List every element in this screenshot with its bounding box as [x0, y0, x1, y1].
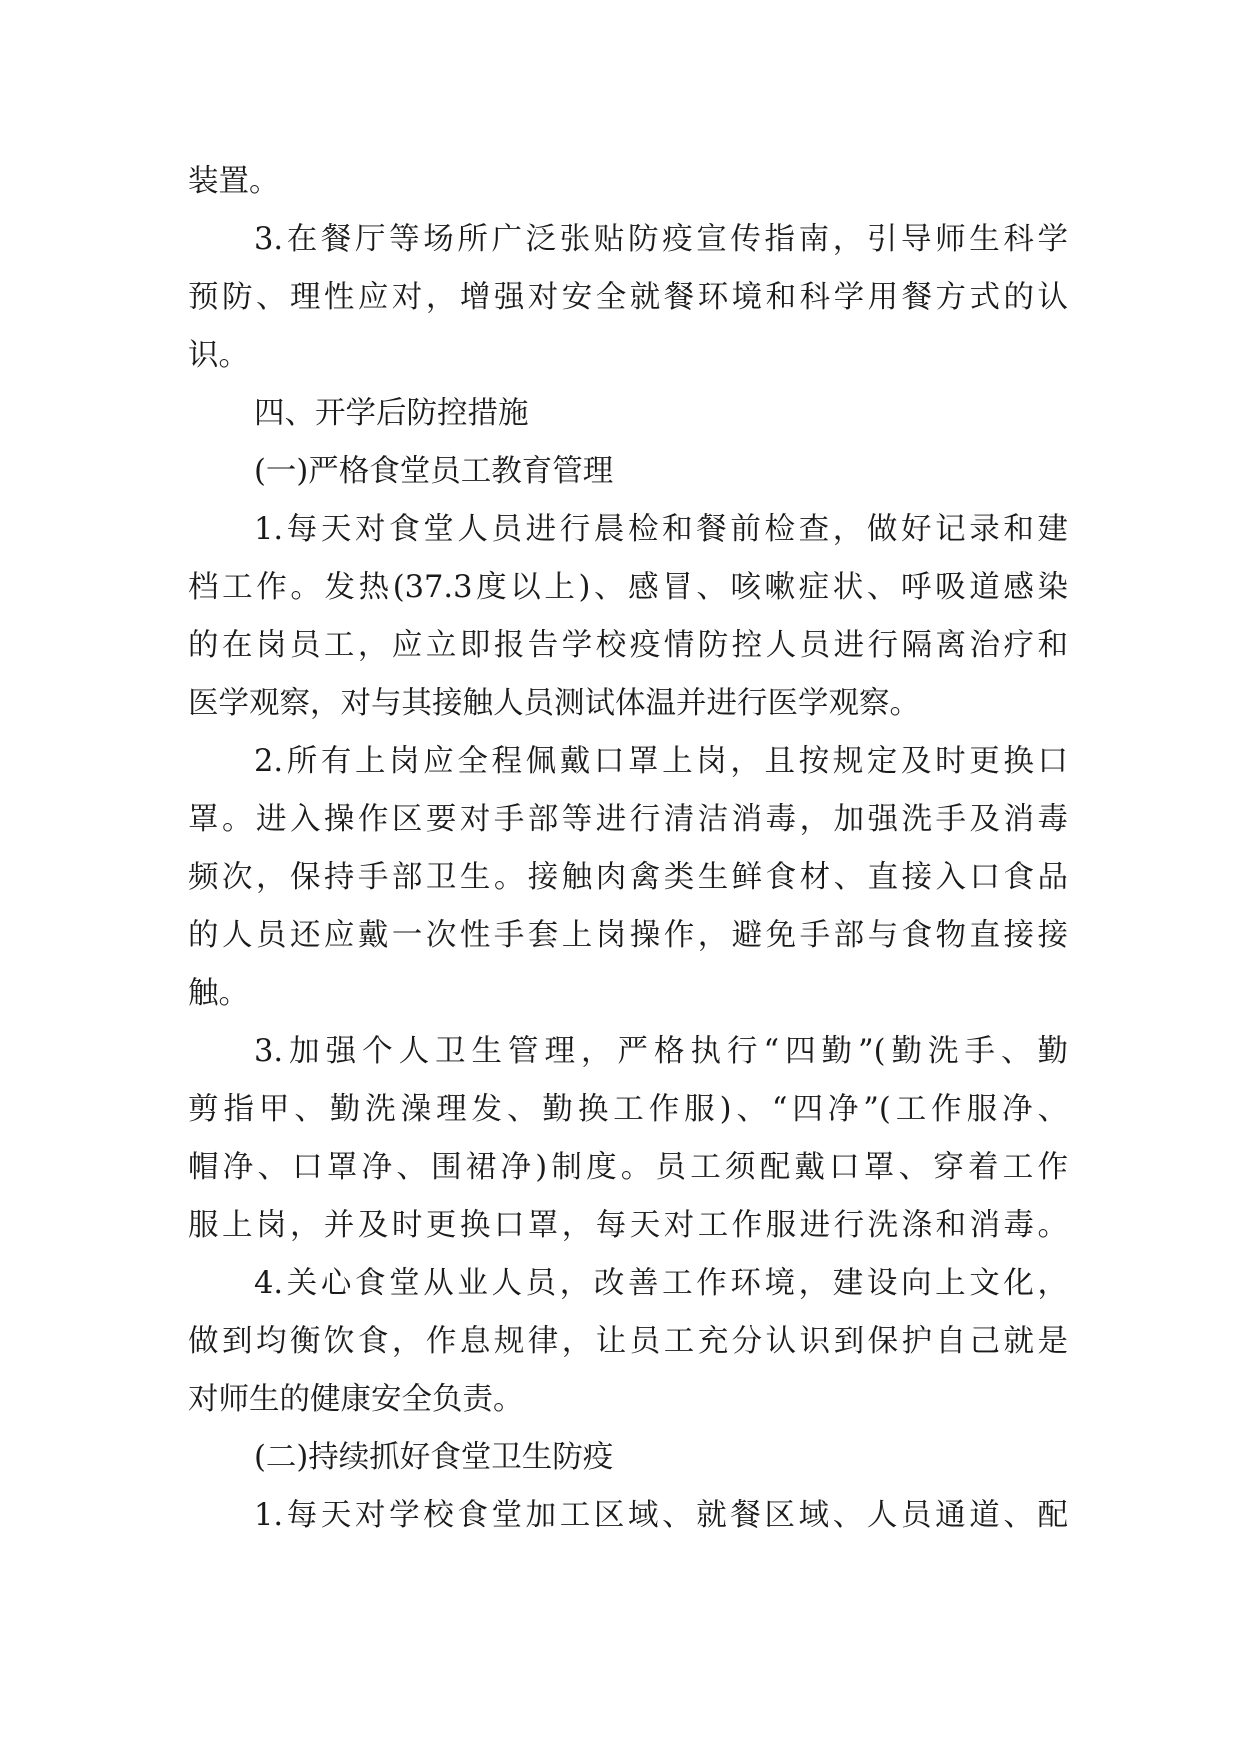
document-body [188, 153, 1068, 1545]
text-line: 剪指甲、勤洗澡理发、勤换工作服)、“四净”(工作服净、 [188, 1092, 1068, 1127]
text-line: 帽净、口罩净、围裙净)制度。员工须配戴口罩、穿着工作 [188, 1150, 1068, 1185]
text-line: 3.加强个人卫生管理，严格执行“四勤”(勤洗手、勤 [254, 1034, 1068, 1069]
text-line: 1.每天对学校食堂加工区域、就餐区域、人员通道、配 [254, 1498, 1068, 1533]
text-line: 装置。 [188, 164, 280, 199]
text-line: 医学观察，对与其接触人员测试体温并进行医学观察。 [188, 686, 920, 721]
text-line: 档工作。发热(37.3度以上)、感冒、咳嗽症状、呼吸道感染 [188, 570, 1068, 605]
text-line: (二)持续抓好食堂卫生防疫 [254, 1440, 614, 1475]
text-line: 触。 [188, 976, 249, 1011]
text-line: 预防、理性应对，增强对安全就餐环境和科学用餐方式的认 [188, 280, 1068, 315]
text-line: 1.每天对食堂人员进行晨检和餐前检查，做好记录和建 [254, 512, 1068, 547]
text-line: 罩。进入操作区要对手部等进行清洁消毒，加强洗手及消毒 [188, 802, 1068, 837]
text-line: 的在岗员工，应立即报告学校疫情防控人员进行隔离治疗和 [188, 628, 1068, 663]
text-line: 的人员还应戴一次性手套上岗操作，避免手部与食物直接接 [188, 918, 1068, 953]
text-line: 四、开学后防控措施 [254, 396, 529, 431]
text-line: 识。 [188, 338, 249, 373]
text-line: (一)严格食堂员工教育管理 [254, 454, 614, 489]
text-line: 服上岗，并及时更换口罩，每天对工作服进行洗涤和消毒。 [188, 1208, 1068, 1243]
text-line: 4.关心食堂从业人员，改善工作环境，建设向上文化， [254, 1266, 1068, 1301]
text-line: 2.所有上岗应全程佩戴口罩上岗，且按规定及时更换口 [254, 744, 1068, 779]
text-line: 3.在餐厅等场所广泛张贴防疫宣传指南，引导师生科学 [254, 222, 1068, 257]
text-line: 做到均衡饮食，作息规律，让员工充分认识到保护自己就是 [188, 1324, 1068, 1359]
text-line: 对师生的健康安全负责。 [188, 1382, 524, 1417]
text-line: 频次，保持手部卫生。接触肉禽类生鲜食材、直接入口食品 [188, 860, 1068, 895]
